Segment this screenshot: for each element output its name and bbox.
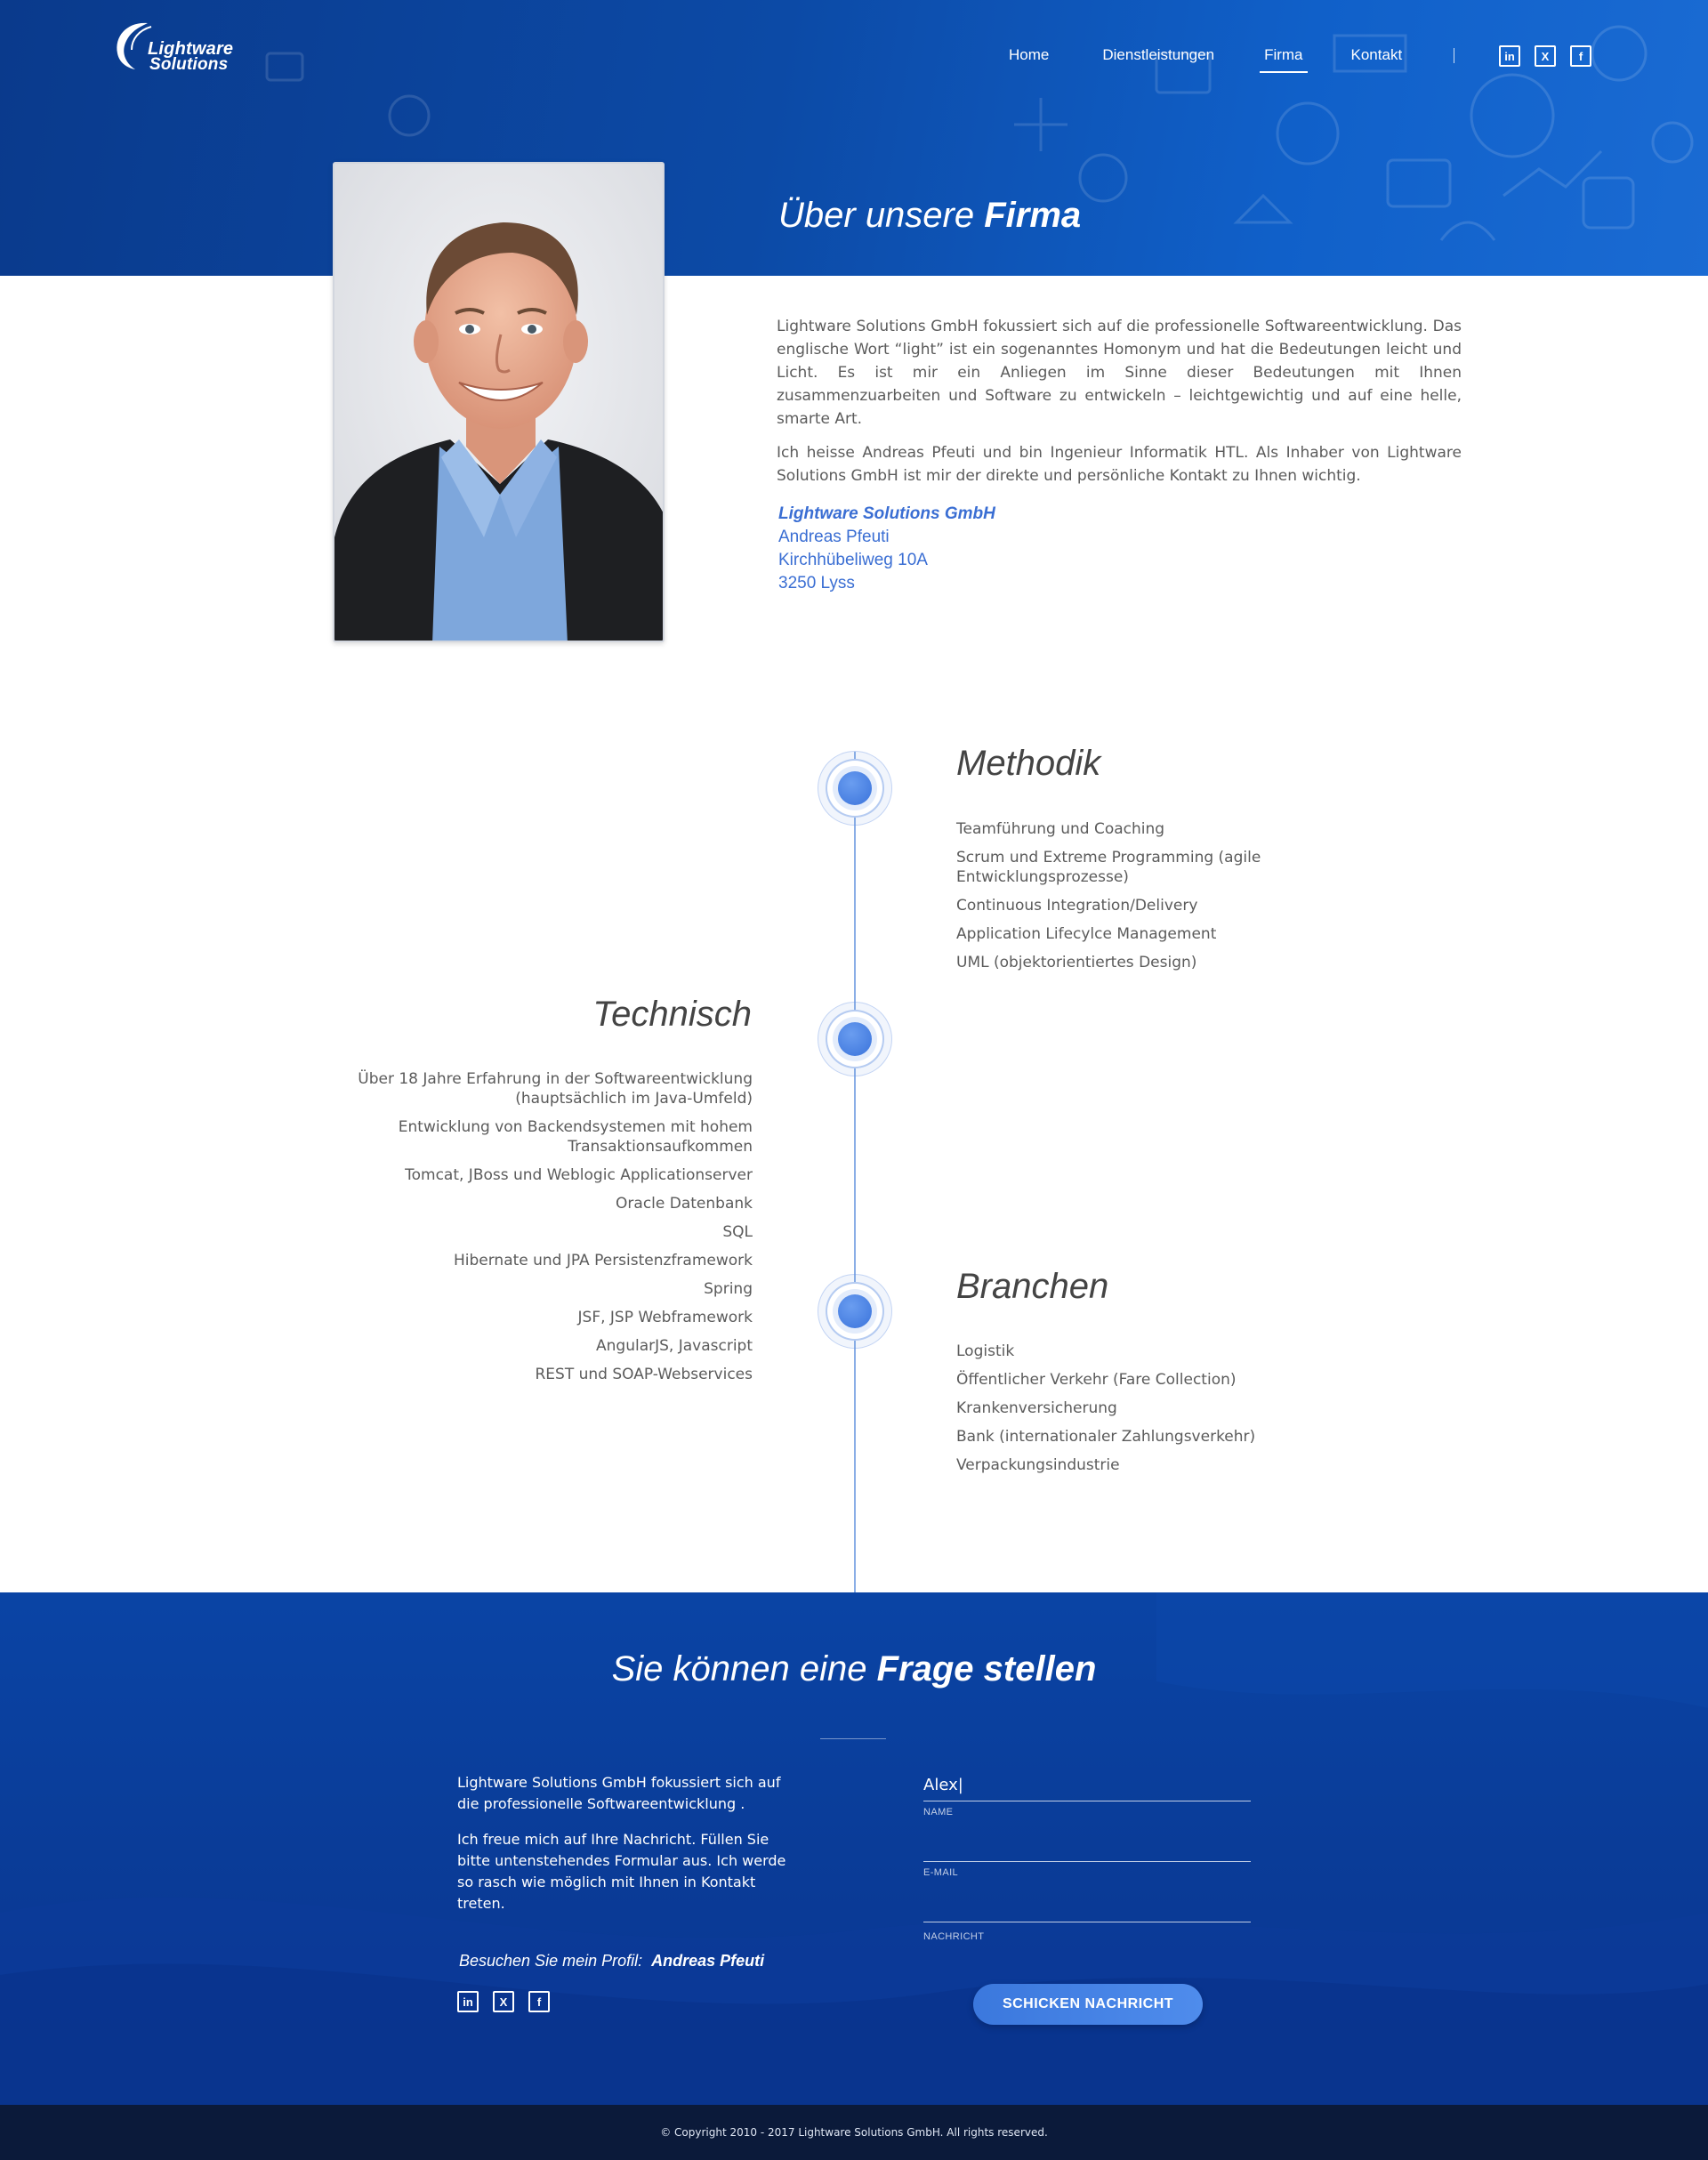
message-field[interactable] [923,1897,1251,1942]
intro-text [777,315,1462,498]
email-input[interactable] [923,1836,1251,1861]
timeline-node-branchen [818,1274,892,1349]
nav-firma[interactable]: Firma [1264,46,1302,69]
logo-text-line1: Lightware [148,39,234,59]
intro-paragraph: Ich heisse Andreas Pfeuti und bin Ingenieur Informatik HTL. Als Inhaber von Lightware Solutions GmbH ist mir der direkte und persönliche Kontakt zu Ihnen wichtig. [777,444,1462,485]
page-title-bold: Firma [984,196,1082,235]
logo-text-line2: Solutions [149,55,229,74]
list-item: JSF, JSP Webframework [577,1309,753,1326]
list-item: Oracle Datenbank [616,1195,753,1213]
list-item: UML (objektorientiertes Design) [956,954,1197,971]
name-label: NAME [923,1807,954,1817]
list-item: Scrum und Extreme Programming (agile Entwicklungsprozesse) [956,849,1261,886]
address-company: Lightware Solutions GmbH [778,504,995,523]
message-input[interactable] [923,1897,1251,1922]
list-item: Hibernate und JPA Persistenzframework [453,1252,753,1269]
methodik-list [956,819,1277,981]
timeline-line [854,752,856,1601]
branchen-title: Branchen [956,1267,1109,1306]
methodik-title: Methodik [956,744,1101,783]
address-name: Andreas Pfeuti [778,528,890,546]
name-input[interactable]: Alex| [923,1776,963,1794]
nav-dienstleistungen[interactable]: Dienstleistungen [1102,46,1215,63]
profile-prefix: Besuchen Sie mein Profil: [459,1952,643,1970]
technisch-list [356,1069,753,1393]
linkedin-icon[interactable]: in [1499,45,1520,67]
contact-title-plain: Sie können eine [611,1649,877,1689]
timeline-node-technisch [818,1002,892,1076]
contact-section [0,1592,1708,2105]
company-address [778,503,995,595]
list-item: Tomcat, JBoss und Weblogic Applicationserver [405,1166,753,1184]
contact-text-1: Lightware Solutions GmbH fokussiert sich auf die professionelle Softwareentwicklung . [457,1774,781,1812]
list-item: Bank (internationaler Zahlungsverkehr) [956,1428,1256,1446]
portrait-illustration [334,164,665,642]
send-message-button[interactable]: SCHICKEN NACHRICHT [973,1984,1203,2025]
list-item: Teamführung und Coaching [956,820,1165,838]
linkedin-icon[interactable]: in [457,1991,479,2012]
contact-title-bold: Frage stellen [876,1649,1097,1689]
branchen-list [956,1342,1312,1484]
owner-portrait-photo [333,162,665,642]
message-label: NACHRICHT [923,1931,985,1942]
list-item: Öffentlicher Verkehr (Fare Collection) [956,1371,1237,1389]
nav-home[interactable]: Home [1009,46,1050,63]
profile-name-link[interactable]: Andreas Pfeuti [651,1952,765,1970]
list-item: Logistik [956,1342,1015,1360]
copyright-text: © Copyright 2010 - 2017 Lightware Solutions GmbH. All rights reserved. [660,2126,1048,2139]
contact-description [457,1772,795,1929]
address-street: Kirchhübeliweg 10A [778,551,928,569]
name-field[interactable] [923,1776,1251,1817]
company-logo[interactable] [112,18,263,75]
facebook-icon[interactable]: f [528,1991,550,2012]
intro-paragraph: Lightware Solutions GmbH fokussiert sich auf die professionelle Softwareentwicklung. Das englische Wort “light” ist ein sogenanntes Homonym und hat die Bedeutungen leicht und Licht. Es ist mir ein Anliegen im Sinne dieser Bedeutungen mit Ihnen zusammenzuarbeiten und Software zu entwickeln – leichtgewichtig und auf eine helle, smarte Art. [777,318,1462,428]
list-item: Verpackungsindustrie [956,1456,1120,1474]
footer [0,2105,1708,2160]
list-item: AngularJS, Javascript [596,1337,753,1355]
page-title-plain: Über unsere [778,196,985,235]
list-item: REST und SOAP-Webservices [535,1366,753,1383]
profile-link-line [459,1952,764,1971]
list-item: Spring [704,1280,753,1298]
contact-text-2: Ich freue mich auf Ihre Nachricht. Füllen Sie bitte untenstehendes Formular aus. Ich werde so rasch wie möglich mit Ihnen in Kontakt treten. [457,1831,786,1912]
footer-social-links [457,1991,550,2012]
email-field[interactable] [923,1836,1251,1878]
divider [820,1738,886,1739]
main-navigation [1009,46,1402,69]
facebook-icon[interactable]: f [1570,45,1591,67]
timeline-node-methodik [818,751,892,826]
email-label: E-MAIL [923,1867,959,1878]
technisch-title: Technisch [592,995,752,1034]
nav-kontakt[interactable]: Kontakt [1350,46,1403,63]
header-social-links [1499,45,1591,67]
page-title [778,196,1081,236]
list-item: Über 18 Jahre Erfahrung in der Softwareentwicklung (hauptsächlich im Java-Umfeld) [358,1070,753,1108]
xing-icon[interactable]: X [493,1991,514,2012]
list-item: Continuous Integration/Delivery [956,897,1198,915]
contact-title [0,1649,1708,1689]
xing-icon[interactable]: X [1535,45,1556,67]
address-city: 3250 Lyss [778,574,855,592]
list-item: SQL [722,1223,753,1241]
list-item: Krankenversicherung [956,1399,1117,1417]
list-item: Application Lifecylce Management [956,925,1217,943]
hero-banner [0,0,1708,276]
list-item: Entwicklung von Backendsystemen mit hohem Transaktionsaufkommen [398,1118,753,1156]
